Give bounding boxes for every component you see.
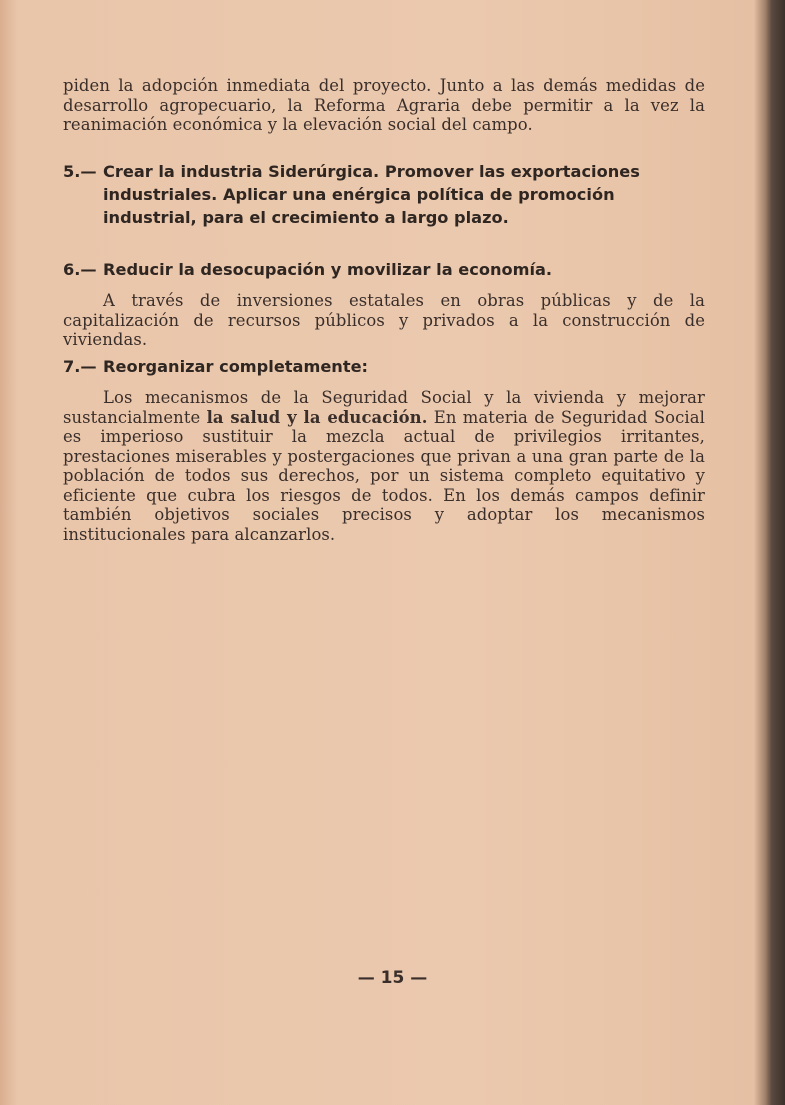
item-6-heading — [63, 258, 705, 281]
item-5-heading-text: Crear la industria Siderúrgica. Promover las exportaciones industriales. Aplicar una enérgica política de promoción industrial, para el crecimiento a largo plazo. — [103, 162, 640, 227]
item-6-heading-text: Reducir la desocupación y movilizar la economía. — [103, 260, 553, 279]
item-7-heading — [63, 355, 705, 378]
item-7-body — [63, 388, 705, 544]
item-5-heading — [63, 160, 705, 229]
intro-paragraph: piden la adopción inmediata del proyecto. Junto a las demás medidas de desarrollo agropecuario, la Reforma Agraria debe permitir a la vez la reanimación económica y la elevación social del campo. — [63, 76, 705, 134]
item-7-number: 7.— — [63, 357, 97, 376]
item-5-number: 5.— — [63, 162, 97, 181]
item-7-body-start: Los mecanismos de la Seguridad Social y la vivienda y mejorar sustancialmente — [63, 388, 705, 427]
item-7-body-end: En materia de Seguridad Social es imperioso sustituir la mezcla actual de privilegios irritantes, prestaciones miserables y postergaciones que privan a una gran parte de la población de todos sus derechos, por un sistema completo equitativo y eficiente que cubra los riesgos de todos. En los demás campos definir también objetivos sociales precisos y adoptar los mecanismos institucionales para alcanzarlos. — [63, 407, 705, 544]
item-7-body-emphasis: la salud y la educación. — [206, 407, 428, 427]
page-number: — 15 — — [357, 968, 428, 988]
item-6-body: A través de inversiones estatales en obras públicas y de la capitalización de recursos públicos y privados a la construcción de viviendas. — [63, 291, 705, 349]
item-6-number: 6.— — [63, 260, 97, 279]
item-7 — [63, 355, 705, 544]
intro-block — [63, 76, 705, 135]
item-6 — [63, 258, 705, 350]
item-5 — [63, 160, 705, 229]
item-7-heading-text: Reorganizar completamente: — [103, 357, 369, 376]
